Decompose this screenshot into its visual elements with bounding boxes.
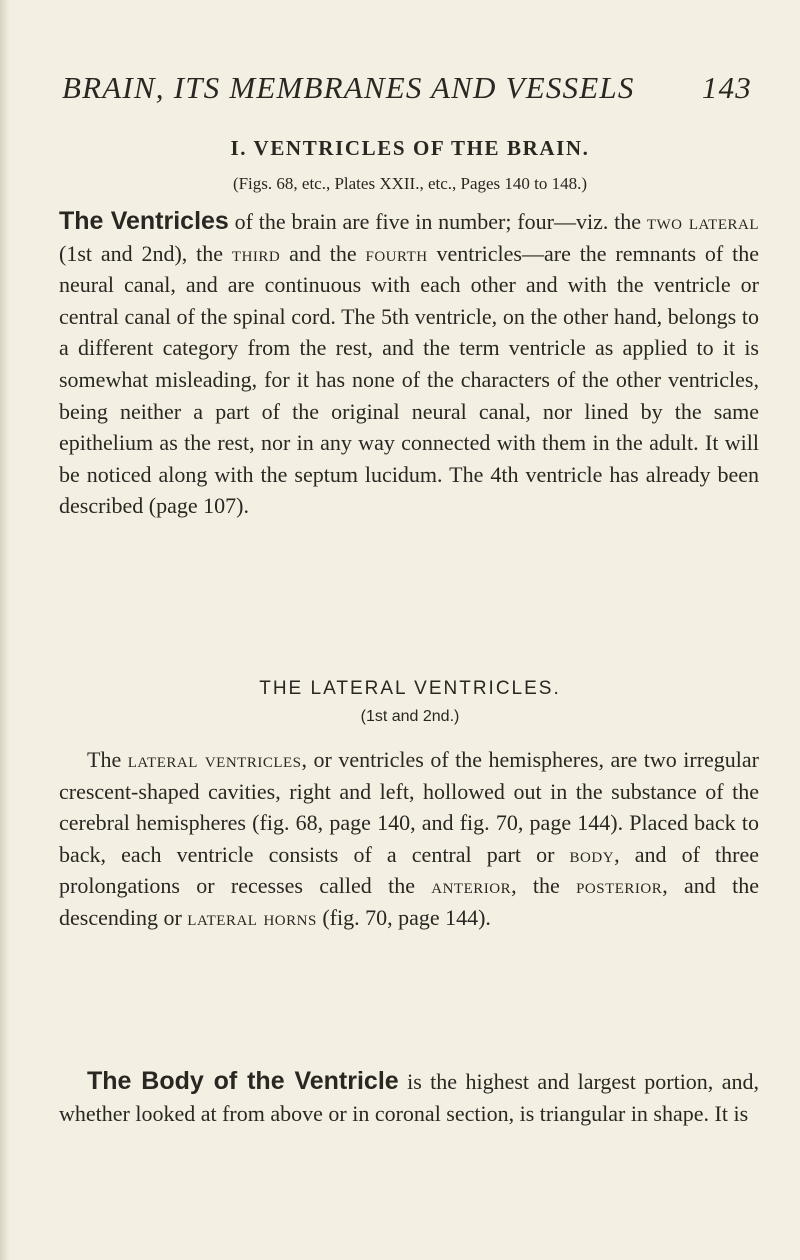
small-caps-term: lateral ventricles: [127, 747, 302, 772]
small-caps-term: third: [231, 240, 281, 266]
small-caps-term: two lateral: [646, 209, 759, 234]
text-run: ventricles—are the remnants of the neural canal, and are continuous with each other and with the ventricle or central canal of the spinal cord. The 5th ventricle, on the other hand, belongs to a different category from the rest, and the term ventricle as applied to it is somewhat misleading, for it has none of the characters of the other ventricles, being neither a part of the original neural canal, nor lined by the same epithelium as the rest, nor in any way connected with them in the adult. It will be noticed along with the septum lucidum. The 4th ventricle has already been described (page 107).: [59, 240, 759, 519]
section-references: (Figs. 68, etc., Plates XXII., etc., Pages 140 to 148.): [232, 174, 588, 193]
page-number: 143: [701, 70, 752, 105]
text-run: , or ventricles of the hemispheres, are two irregular crescent-shaped cavities, right and left, hollowed out in the substance of the cerebral hemispheres (fig. 68, page 140, and fig. 70, page 144). Placed back to back, each ventricle consists of a central part or: [59, 747, 760, 867]
small-caps-term: fourth: [365, 240, 428, 266]
text-run: (fig. 70, page 144).: [316, 904, 491, 930]
run-in-heading: The Ventricles: [59, 207, 229, 235]
subsection-subtitle: (1st and 2nd.): [360, 708, 460, 725]
text-run: , the: [511, 873, 577, 899]
running-head: [62, 62, 752, 112]
run-in-heading: The Body of the Ventricle: [87, 1067, 399, 1095]
text-run: and the: [280, 240, 366, 266]
text-run: is the highest and largest portion, and, whether looked at from above or in coronal section, is triangular in shape. It is: [59, 1069, 759, 1126]
paragraph-lateral-ventricles: [59, 744, 759, 934]
page-edge-shadow: [0, 0, 10, 1260]
paragraph-body-of-ventricle: [59, 1066, 759, 1129]
small-caps-term: body: [569, 841, 615, 867]
text-run: The: [87, 747, 128, 772]
text-run: (1st and 2nd), the: [59, 240, 232, 266]
section-title: I. VENTRICLES OF THE BRAIN.: [230, 136, 590, 160]
text-run: , and of three prolongations or recesses called the: [59, 841, 759, 899]
small-caps-term: anterior: [431, 873, 512, 899]
subsection-title: THE LATERAL VENTRICLES.: [259, 678, 561, 699]
text-run: of the brain are five in number; four—viz. the: [228, 209, 647, 234]
paragraph-ventricles-intro: [59, 206, 759, 522]
small-caps-term: lateral horns: [187, 904, 317, 930]
small-caps-term: posterior: [576, 873, 663, 899]
text-run: , and the descending or: [59, 873, 759, 930]
running-title: BRAIN, ITS MEMBRANES AND VESSELS: [62, 70, 635, 105]
